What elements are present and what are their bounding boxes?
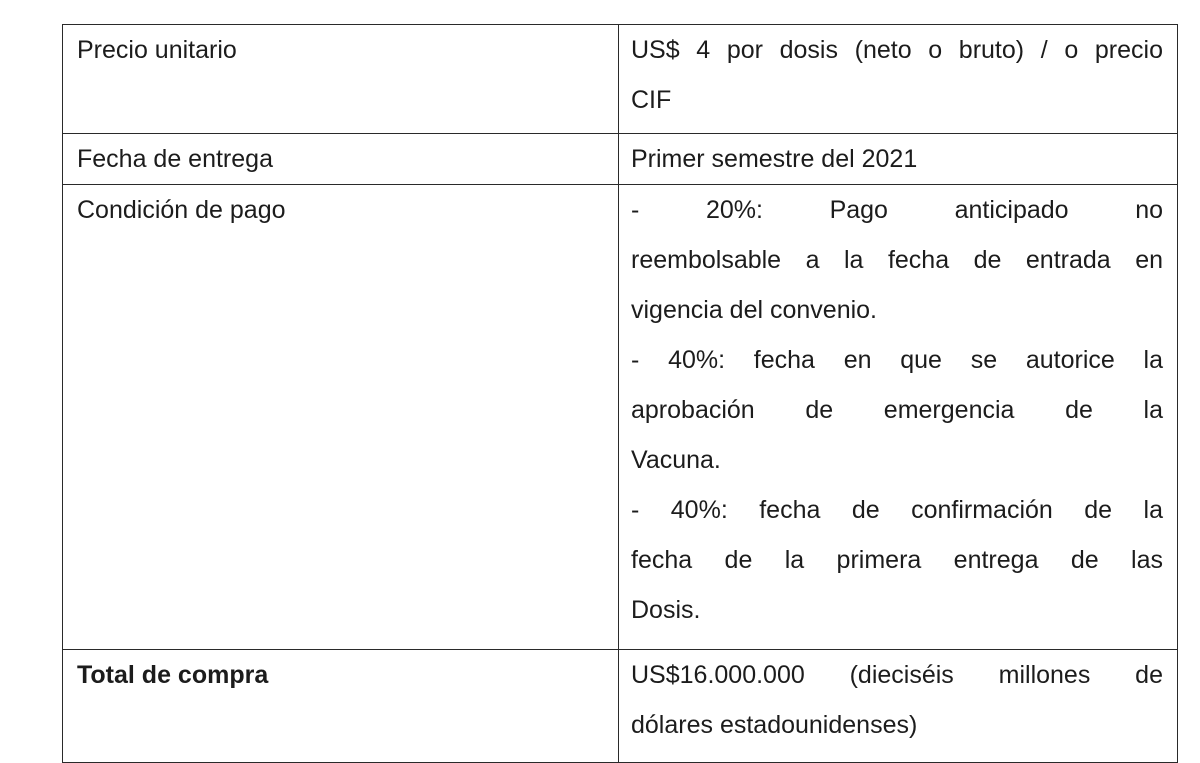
table-row-unit-price	[63, 25, 1178, 134]
payment-line-6: Vacuna.	[631, 446, 721, 474]
label-cell	[63, 650, 619, 763]
payment-line-5: aprobación de emergencia de la	[631, 396, 1163, 424]
payment-line-7: - 40%: fecha de confirmación de la	[631, 496, 1163, 524]
payment-line-8: fecha de la primera entrega de las	[631, 546, 1163, 574]
delivery-date-value: Primer semestre del 2021	[631, 145, 918, 173]
payment-line-4: - 40%: fecha en que se autorice la	[631, 346, 1163, 374]
value-cell	[619, 25, 1178, 134]
row-label-delivery-date: Fecha de entrega	[77, 145, 273, 173]
row-label-purchase-total: Total de compra	[77, 661, 269, 689]
payment-line-1: - 20%: Pago anticipado no	[631, 196, 1163, 224]
label-cell	[63, 185, 619, 650]
label-cell	[63, 134, 619, 185]
table-row-purchase-total	[63, 650, 1178, 763]
value-cell	[619, 134, 1178, 185]
unit-price-line-2: CIF	[631, 86, 672, 114]
payment-line-3: vigencia del convenio.	[631, 296, 877, 324]
table-row-payment-terms	[63, 185, 1178, 650]
payment-line-2: reembolsable a la fecha de entrada en	[631, 246, 1163, 274]
payment-line-9: Dosis.	[631, 596, 701, 624]
row-label-payment-terms: Condición de pago	[77, 196, 286, 224]
purchase-total-line-1: US$16.000.000 (dieciséis millones de	[631, 661, 1163, 689]
purchase-total-line-2: dólares estadounidenses)	[631, 711, 918, 739]
label-cell	[63, 25, 619, 134]
row-label-unit-price: Precio unitario	[77, 36, 237, 64]
unit-price-line-1: US$ 4 por dosis (neto o bruto) / o precio	[631, 36, 1163, 64]
value-cell	[619, 185, 1178, 650]
value-cell	[619, 650, 1178, 763]
table-row-delivery-date	[63, 134, 1178, 185]
contract-terms-table	[62, 24, 1178, 763]
